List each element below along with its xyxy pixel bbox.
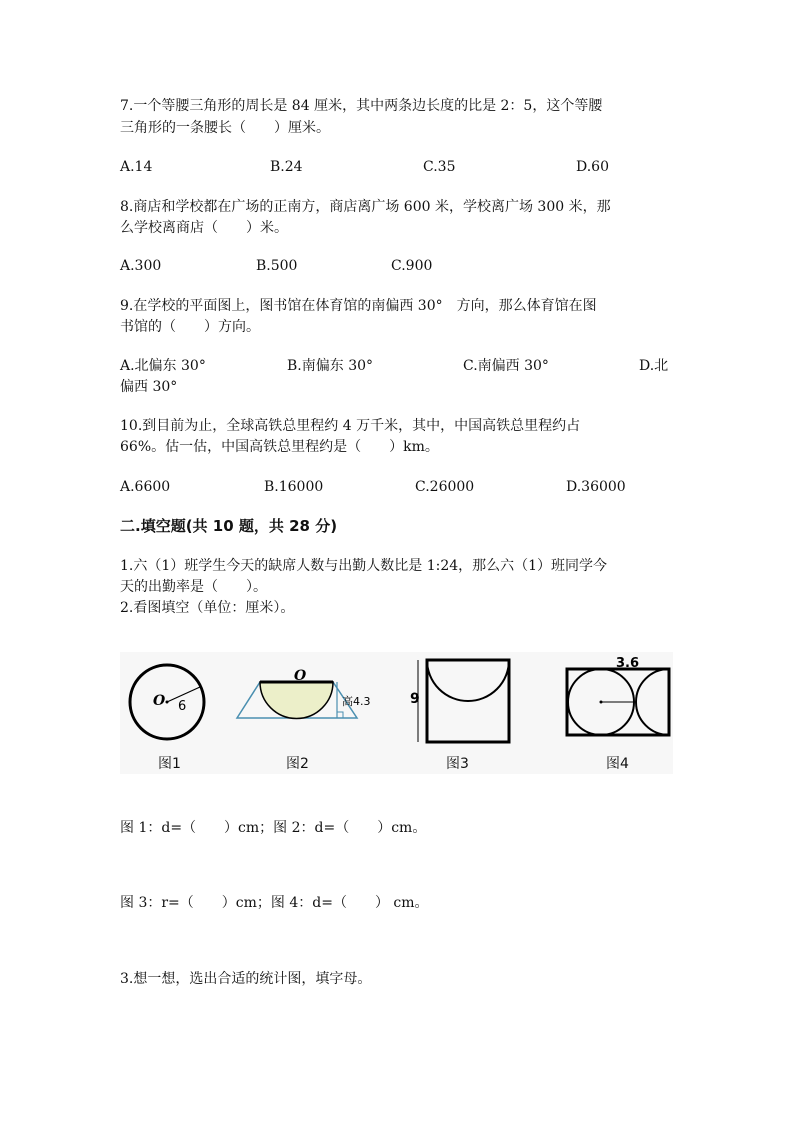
q9-line1: 9.在学校的平面图上，图书馆在体育馆的南偏西 30° 方向，那么体育馆在图 [120, 298, 597, 314]
fig4-caption: 图4 [606, 756, 629, 772]
fig1-caption: 图1 [158, 756, 181, 772]
q8-line1: 8.商店和学校都在广场的正南方，商店离广场 600 米，学校离广场 300 米，那 [120, 199, 611, 215]
fig2-right-angle [337, 712, 343, 718]
fig3-semicircle [427, 660, 509, 701]
figures-panel [120, 652, 673, 774]
q10-line2: 66%。估一估，中国高铁总里程约是（ ）km。 [120, 439, 439, 455]
q9-option-a: A.北偏东 30° [120, 358, 206, 374]
q7-option-d: D.60 [576, 159, 609, 175]
q9-option-d-wrap: 偏西 30° [120, 379, 178, 395]
q7-option-c: C.35 [423, 159, 456, 175]
section2-heading: 二.填空题(共 10 题，共 28 分) [120, 517, 338, 535]
fill-q1-line2: 天的出勤率是（ ）。 [120, 579, 267, 595]
fig2-center-label: O [294, 668, 307, 684]
q10-option-c: C.26000 [415, 479, 475, 495]
q10-option-a: A.6600 [120, 479, 171, 495]
fig4-top-label: 3.6 [616, 656, 640, 671]
q9-line2: 书馆的（ ）方向。 [120, 319, 260, 335]
fig3-caption: 图3 [446, 756, 469, 772]
q9-option-b: B.南偏东 30° [287, 358, 374, 374]
q7-option-a: A.14 [120, 159, 153, 175]
fill-q2: 2.看图填空（单位：厘米）。 [120, 600, 295, 616]
fill-figures-line1: 图 1：d=（ ）cm；图 2：d=（ ）cm。 [120, 820, 427, 836]
q10-option-d: D.36000 [566, 479, 626, 495]
q8-option-c: C.900 [391, 258, 433, 274]
fig1-center-label: O [153, 693, 166, 709]
q7-line1: 7.一个等腰三角形的周长是 84 厘米，其中两条边长度的比是 2：5，这个等腰 [120, 98, 603, 114]
fill-q1-line1: 1.六（1）班学生今天的缺席人数与出勤人数比是 1:24，那么六（1）班同学今 [120, 558, 608, 574]
fig2-height-label: 高4.3 [342, 695, 371, 708]
fig1-radius-label: 6 [178, 699, 187, 714]
fig2-caption: 图2 [286, 756, 309, 772]
q9-option-d: D.北 [639, 358, 669, 374]
q9-option-c: C.南偏西 30° [463, 358, 549, 374]
q10-option-b: B.16000 [264, 479, 324, 495]
figures-svg [120, 652, 673, 774]
q10-line1: 10.到目前为止，全球高铁总里程约 4 万千米，其中，中国高铁总里程约占 [120, 418, 581, 434]
fig4-semicircle [636, 669, 669, 735]
fig3-side-label: 9 [410, 691, 420, 707]
fill-figures-line2: 图 3：r=（ ）cm；图 4：d=（ ） cm。 [120, 895, 429, 911]
fig4-center-dot [600, 701, 603, 704]
q8-option-b: B.500 [256, 258, 298, 274]
q8-line2: 么学校离商店（ ）米。 [120, 220, 288, 236]
fill-q3: 3.想一想，选出合适的统计图，填字母。 [120, 971, 372, 987]
q8-option-a: A.300 [120, 258, 162, 274]
q7-line2: 三角形的一条腰长（ ）厘米。 [120, 120, 330, 136]
fig2-semicircle [260, 682, 333, 719]
q7-option-b: B.24 [270, 159, 303, 175]
